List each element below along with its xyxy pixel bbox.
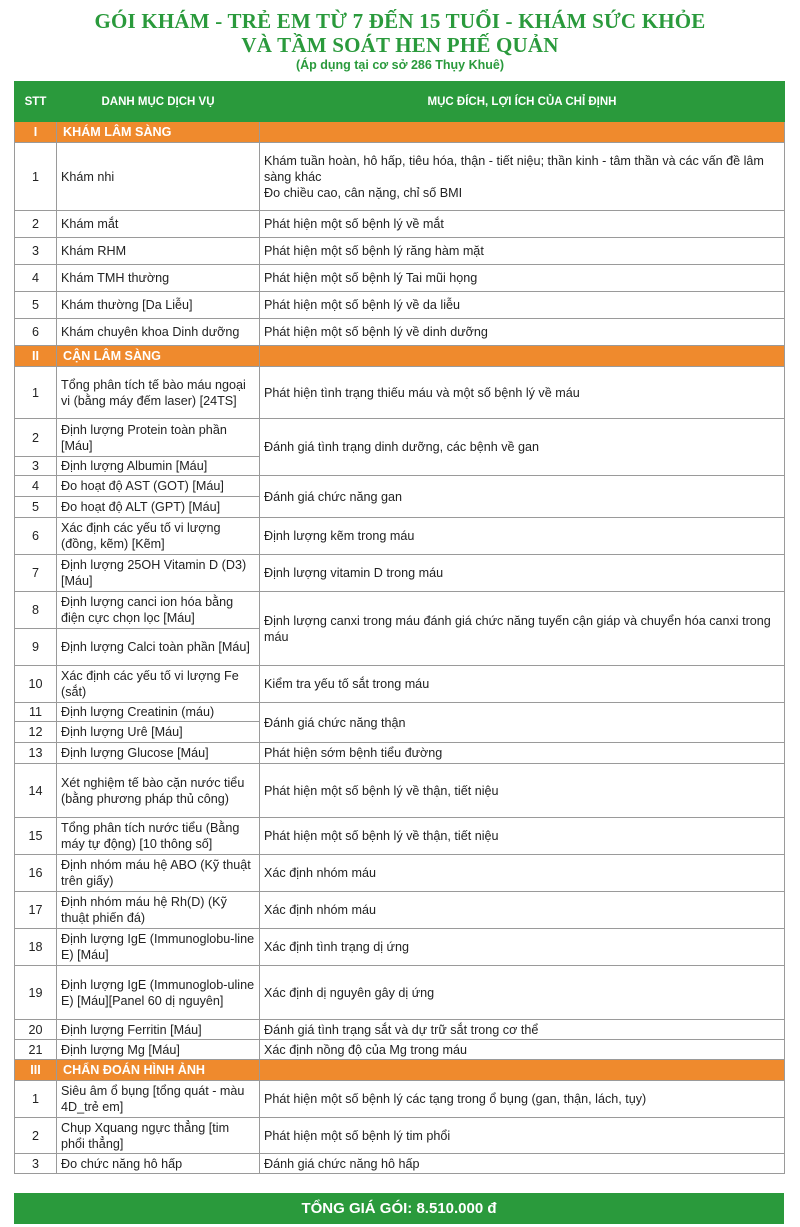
service-name: Chụp Xquang ngực thẳng [tim phổi thẳng] [57, 1118, 260, 1154]
service-purpose: Phát hiện một số bệnh lý răng hàm mặt [260, 238, 785, 265]
title-line-1: GÓI KHÁM - TRẺ EM TỪ 7 ĐẾN 15 TUỔI - KHÁM SỨC KHỎE [94, 9, 706, 33]
service-purpose: Đánh giá tình trạng sắt và dự trữ sắt trong cơ thể [260, 1020, 785, 1040]
table-row [15, 592, 785, 629]
service-name: Khám RHM [57, 238, 260, 265]
table-row [15, 892, 785, 929]
row-number: 21 [15, 1040, 57, 1060]
table-row [15, 818, 785, 855]
table-row [15, 966, 785, 1020]
col-stt: STT [15, 82, 57, 122]
section-empty-cell [260, 122, 785, 143]
table-row [15, 1020, 785, 1040]
section-empty-cell [260, 1060, 785, 1081]
table-row [15, 476, 785, 497]
service-purpose: Xác định tình trạng dị ứng [260, 929, 785, 966]
service-name: Định lượng canci ion hóa bằng điện cực chọn lọc [Máu] [57, 592, 260, 629]
row-number: 17 [15, 892, 57, 929]
row-number: 14 [15, 764, 57, 818]
table-row [15, 265, 785, 292]
row-number: 10 [15, 666, 57, 703]
service-name: Định lượng Protein toàn phần [Máu] [57, 419, 260, 457]
row-number: 18 [15, 929, 57, 966]
row-number: 4 [15, 265, 57, 292]
table-row [15, 703, 785, 722]
row-number: 6 [15, 319, 57, 346]
service-name: Tổng phân tích nước tiểu (Bằng máy tự động) [10 thông số] [57, 818, 260, 855]
service-purpose: Phát hiện sớm bệnh tiểu đường [260, 743, 785, 764]
row-number: 5 [15, 292, 57, 319]
table-row [15, 1040, 785, 1060]
service-name: Khám chuyên khoa Dinh dưỡng [57, 319, 260, 346]
service-name: Đo hoạt độ AST (GOT) [Máu] [57, 476, 260, 497]
service-purpose: Định lượng kẽm trong máu [260, 518, 785, 555]
row-number: 12 [15, 722, 57, 743]
row-number: 3 [15, 457, 57, 476]
service-purpose: Phát hiện một số bệnh lý về mắt [260, 211, 785, 238]
service-name: Đo hoạt độ ALT (GPT) [Máu] [57, 497, 260, 518]
table-row [15, 764, 785, 818]
title-line-2: VÀ TẦM SOÁT HEN PHẾ QUẢN [241, 33, 559, 57]
service-name: Định lượng Calci toàn phần [Máu] [57, 629, 260, 666]
row-number: 7 [15, 555, 57, 592]
service-purpose: Định lượng vitamin D trong máu [260, 555, 785, 592]
table-row [15, 555, 785, 592]
row-number: 5 [15, 497, 57, 518]
section-title: CHẨN ĐOÁN HÌNH ẢNH [57, 1060, 260, 1081]
service-purpose: Xác định nhóm máu [260, 855, 785, 892]
service-name: Khám mắt [57, 211, 260, 238]
service-purpose: Đánh giá chức năng gan [260, 476, 785, 518]
service-purpose: Phát hiện một số bệnh lý về thận, tiết niệu [260, 764, 785, 818]
section-row [15, 346, 785, 367]
service-name: Định lượng IgE (Immunoglob-uline E) [Máu][Panel 60 dị nguyên] [57, 966, 260, 1020]
col-service: DANH MỤC DỊCH VỤ [57, 82, 260, 122]
service-purpose: Xác định nhóm máu [260, 892, 785, 929]
row-number: 11 [15, 703, 57, 722]
section-empty-cell [260, 346, 785, 367]
row-number: 1 [15, 143, 57, 211]
table-row [15, 319, 785, 346]
row-number: 1 [15, 1081, 57, 1118]
page-header [0, 0, 800, 80]
service-purpose: Phát hiện một số bệnh lý về thận, tiết niệu [260, 818, 785, 855]
service-table [14, 81, 785, 1174]
service-name: Khám nhi [57, 143, 260, 211]
subtitle: (Áp dụng tại cơ sở 286 Thụy Khuê) [295, 58, 505, 72]
section-number: III [15, 1060, 57, 1081]
section-row [15, 122, 785, 143]
service-name: Định lượng 25OH Vitamin D (D3) [Máu] [57, 555, 260, 592]
table-row [15, 855, 785, 892]
table-row [15, 1118, 785, 1154]
row-number: 2 [15, 211, 57, 238]
service-name: Định lượng Albumin [Máu] [57, 457, 260, 476]
service-name: Tổng phân tích tế bào máu ngoại vi (bằng máy đếm laser) [24TS] [57, 367, 260, 419]
table-row [15, 211, 785, 238]
table-row [15, 143, 785, 211]
service-name: Định lượng Ferritin [Máu] [57, 1020, 260, 1040]
table-row [15, 666, 785, 703]
table-row [15, 1154, 785, 1174]
service-purpose: Phát hiện một số bệnh lý tim phổi [260, 1118, 785, 1154]
row-number: 16 [15, 855, 57, 892]
service-name: Định lượng Urê [Máu] [57, 722, 260, 743]
row-number: 3 [15, 238, 57, 265]
service-name: Định lượng Creatinin (máu) [57, 703, 260, 722]
service-name: Xét nghiệm tế bào cặn nước tiểu (bằng phương pháp thủ công) [57, 764, 260, 818]
service-purpose: Đánh giá tình trạng dinh dưỡng, các bệnh về gan [260, 419, 785, 476]
service-purpose: Phát hiện tình trạng thiếu máu và một số bệnh lý về máu [260, 367, 785, 419]
row-number: 3 [15, 1154, 57, 1174]
table-row [15, 367, 785, 419]
table-row [15, 743, 785, 764]
section-number: I [15, 122, 57, 143]
service-name: Định nhóm máu hệ ABO (Kỹ thuật trên giấy) [57, 855, 260, 892]
service-purpose: Đánh giá chức năng hô hấp [260, 1154, 785, 1174]
table-row [15, 419, 785, 457]
table-row [15, 1081, 785, 1118]
service-name: Định lượng Mg [Máu] [57, 1040, 260, 1060]
row-number: 15 [15, 818, 57, 855]
section-number: II [15, 346, 57, 367]
table-header-row [15, 82, 785, 122]
service-name: Siêu âm ổ bụng [tổng quát - màu 4D_trẻ em] [57, 1081, 260, 1118]
section-title: CẬN LÂM SÀNG [57, 346, 260, 367]
section-row [15, 1060, 785, 1081]
service-purpose: Phát hiện một số bệnh lý các tạng trong ổ bụng (gan, thận, lách, tụy) [260, 1081, 785, 1118]
service-purpose: Xác định nồng độ của Mg trong máu [260, 1040, 785, 1060]
service-name: Định lượng IgE (Immunoglobu-line E) [Máu] [57, 929, 260, 966]
service-purpose: Phát hiện một số bệnh lý Tai mũi họng [260, 265, 785, 292]
row-number: 8 [15, 592, 57, 629]
service-name: Khám TMH thường [57, 265, 260, 292]
row-number: 19 [15, 966, 57, 1020]
service-name: Đo chức năng hô hấp [57, 1154, 260, 1174]
row-number: 6 [15, 518, 57, 555]
service-purpose: Định lượng canxi trong máu đánh giá chức năng tuyến cận giáp và chuyển hóa canxi trong máu [260, 592, 785, 666]
service-name: Xác định các yếu tố vi lượng Fe (sắt) [57, 666, 260, 703]
row-number: 9 [15, 629, 57, 666]
service-name: Xác định các yếu tố vi lượng (đồng, kẽm) [Kẽm] [57, 518, 260, 555]
service-purpose: Khám tuần hoàn, hô hấp, tiêu hóa, thận - tiết niệu; thần kinh - tâm thần và các vấn đề lâm sàng khác Đo chiều cao, cân nặng, chỉ số BMI [260, 143, 785, 211]
row-number: 1 [15, 367, 57, 419]
row-number: 2 [15, 1118, 57, 1154]
service-name: Định nhóm máu hệ Rh(D) (Kỹ thuật phiến đá) [57, 892, 260, 929]
row-number: 4 [15, 476, 57, 497]
service-purpose: Phát hiện một số bệnh lý về da liễu [260, 292, 785, 319]
service-purpose: Đánh giá chức năng thận [260, 703, 785, 743]
table-row [15, 518, 785, 555]
row-number: 13 [15, 743, 57, 764]
table-row [15, 929, 785, 966]
table-row [15, 238, 785, 265]
section-title: KHÁM LÂM SÀNG [57, 122, 260, 143]
service-purpose: Phát hiện một số bệnh lý về dinh dưỡng [260, 319, 785, 346]
service-name: Khám thường [Da Liễu] [57, 292, 260, 319]
service-name: Định lượng Glucose [Máu] [57, 743, 260, 764]
total-price: TỔNG GIÁ GÓI: 8.510.000 đ [14, 1193, 784, 1224]
service-purpose: Kiểm tra yếu tố sắt trong máu [260, 666, 785, 703]
row-number: 20 [15, 1020, 57, 1040]
col-purpose: MỤC ĐÍCH, LỢI ÍCH CỦA CHỈ ĐỊNH [260, 82, 785, 122]
table-row [15, 292, 785, 319]
row-number: 2 [15, 419, 57, 457]
service-purpose: Xác định dị nguyên gây dị ứng [260, 966, 785, 1020]
